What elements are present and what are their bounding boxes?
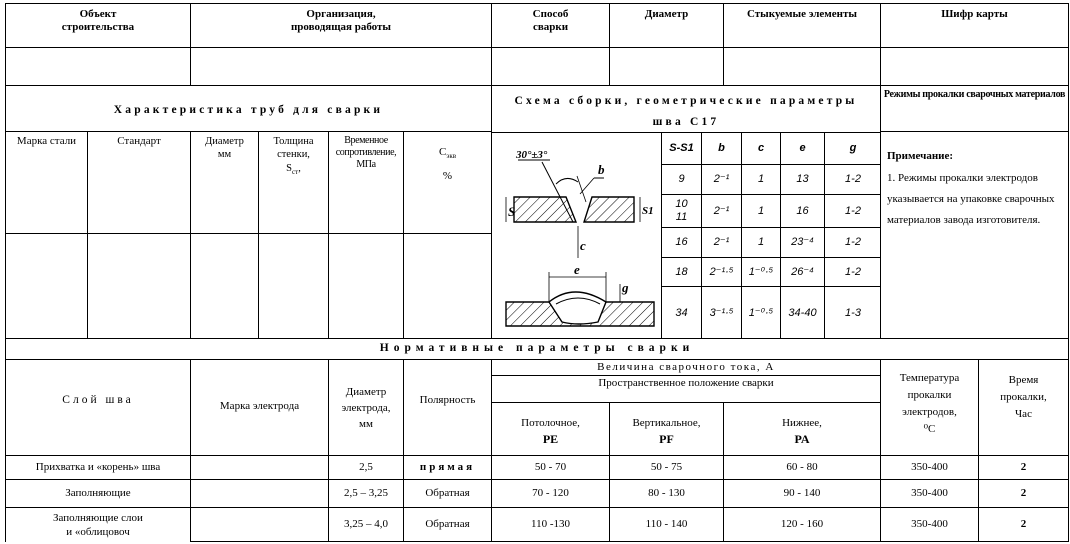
col-pipe-diameter: Диаметр мм [191, 132, 259, 234]
col-current: Величина сварочного тока, А [492, 360, 881, 376]
weld-cell-diam: 2,5 [329, 456, 404, 480]
param-cell-b: 2⁻¹ [701, 228, 741, 258]
param-cell-e: 16 [780, 195, 824, 228]
param-cell-b: 3⁻¹·⁵ [701, 287, 741, 339]
pipe-char-title: Характеристика труб для сварки [6, 86, 492, 132]
thickness-symbol: S [286, 163, 293, 174]
strength-field[interactable] [329, 234, 404, 339]
param-cell-e: 13 [780, 165, 824, 195]
col-steel-grade: Марка стали [6, 132, 88, 234]
weld-cell-pa: 60 - 80 [724, 456, 881, 480]
ceq-field[interactable] [404, 234, 492, 339]
weld-cell-temp: 350-400 [881, 508, 979, 542]
weld-cell-layer: Прихватка и «корень» шва [6, 456, 191, 480]
param-header-c: c [741, 133, 780, 165]
weld-cell-pf: 50 - 75 [610, 456, 724, 480]
weld-cell-pa: 120 - 160 [724, 508, 881, 542]
weld-cell-layer: Заполняющие слои и «облицовоч [6, 508, 191, 542]
col-electrode-diameter: Диаметр электрода, мм [329, 360, 404, 456]
col-polarity: Полярность [404, 360, 492, 456]
col-flat: Нижнее, PA [724, 403, 881, 456]
param-cell-g: 1-3 [824, 287, 881, 339]
weld-cell-pe: 50 - 70 [492, 456, 610, 480]
weld-cell-time: 2 [979, 480, 1068, 508]
weld-cell-polarity: прямая [404, 456, 492, 480]
param-cell-e: 26⁻⁴ [780, 258, 824, 287]
col-electrode: Марка электрода [191, 360, 329, 456]
param-cell-c: 1 [741, 165, 780, 195]
param-header-e: e [780, 133, 824, 165]
param-cell-c: 1 [741, 228, 780, 258]
weld-cell-polarity: Обратная [404, 508, 492, 542]
param-cell-e: 23⁻⁴ [780, 228, 824, 258]
c-label: c [580, 238, 586, 253]
thickness-subscript: ст [292, 168, 299, 177]
weld-cell-pf: 80 - 130 [610, 480, 724, 508]
param-cell-c: 1 [741, 195, 780, 228]
method-field[interactable] [492, 48, 610, 86]
param-cell-g: 1-2 [824, 228, 881, 258]
ceq-unit: % [442, 170, 453, 182]
vertical-code: PF [659, 432, 674, 446]
param-cell-g: 1-2 [824, 258, 881, 287]
weld-cell-polarity: Обратная [404, 480, 492, 508]
steel-grade-field[interactable] [6, 234, 88, 339]
col-overhead: Потолочное, PE [492, 403, 610, 456]
col-standard: Стандарт [88, 132, 191, 234]
param-cell-s-s1: 18 [661, 258, 701, 287]
col-layer: Слой шва [6, 360, 191, 456]
param-cell-s-s1: 34 [661, 287, 701, 339]
ceq-subscript: экв [446, 152, 457, 161]
weld-cell-time: 2 [979, 456, 1068, 480]
organization-field[interactable] [191, 48, 492, 86]
weld-cell-temp: 350-400 [881, 456, 979, 480]
flat-code: PA [794, 432, 810, 446]
b-label: b [598, 162, 605, 177]
s-label: S [508, 204, 516, 219]
standard-field[interactable] [88, 234, 191, 339]
params-table [661, 133, 881, 339]
weld-cell-diam: 2,5 – 3,25 [329, 480, 404, 508]
param-header-b: b [701, 133, 741, 165]
drying-title: Режимы прокалки сварочных материалов [881, 86, 1068, 132]
param-cell-c: 1⁻⁰·⁵ [741, 287, 780, 339]
param-cell-e: 34-40 [780, 287, 824, 339]
scheme-area [492, 132, 881, 339]
diameter-field[interactable] [610, 48, 724, 86]
param-cell-b: 2⁻¹ [701, 165, 741, 195]
elements-field[interactable] [724, 48, 881, 86]
scheme-title: Схема сборки, геометрические параметры шва С17 [492, 86, 881, 132]
drying-note [881, 132, 1068, 339]
ceq-symbol: С [438, 146, 447, 158]
pipe-diameter-field[interactable] [191, 234, 259, 339]
g-label: g [622, 280, 629, 295]
col-ceq [404, 132, 492, 234]
overhead-code: PE [542, 432, 559, 446]
weld-joint-diagram [494, 134, 664, 339]
param-cell-b: 2⁻¹·⁵ [701, 258, 741, 287]
weld-cell-pe: 110 -130 [492, 508, 610, 542]
e-label: e [574, 262, 580, 277]
param-cell-c: 1⁻⁰·⁵ [741, 258, 780, 287]
param-header-g: g [824, 133, 881, 165]
col-position: Пространственное положение сварки [492, 376, 881, 403]
card-code-field[interactable] [881, 48, 1068, 86]
header-method: Способ сварки [492, 4, 610, 48]
weld-cell-pf: 110 - 140 [610, 508, 724, 542]
param-cell-g: 1-2 [824, 165, 881, 195]
param-cell-g: 1-2 [824, 195, 881, 228]
col-time: Время прокалки, Час [979, 360, 1068, 456]
weld-cell-pe: 70 - 120 [492, 480, 610, 508]
header-organization: Организация, проводящая работы [191, 4, 492, 48]
header-object: Объект строительства [6, 4, 191, 48]
norm-title: Нормативные параметры сварки [6, 339, 1068, 360]
param-header-s-s1: S-S1 [661, 133, 701, 165]
param-cell-s-s1: 16 [661, 228, 701, 258]
col-vertical: Вертикальное, PF [610, 403, 724, 456]
col-temperature: Температура прокалки электродов, ⁰С [881, 360, 979, 456]
weld-cell-layer: Заполняющие [6, 480, 191, 508]
header-card-code: Шифр карты [881, 4, 1068, 48]
header-diameter: Диаметр [610, 4, 724, 48]
weld-cell-electrode [191, 508, 329, 542]
angle-label: 30°±3° [516, 149, 548, 161]
param-cell-s-s1: 9 [661, 165, 701, 195]
param-cell-b: 2⁻¹ [701, 195, 741, 228]
header-elements: Стыкуемые элементы [724, 4, 881, 48]
wall-thickness-field[interactable] [259, 234, 329, 339]
welding-card [5, 3, 1069, 542]
col-wall-thickness: Толщина стенки, $S_{ст}$, [259, 132, 329, 234]
note-text: 1. Режимы прокалки электродов указывается на упаковке сварочных материалов завода изготовителя. [887, 172, 1055, 226]
param-cell-s-s1: 10 11 [661, 195, 701, 228]
note-title: Примечание: [887, 150, 954, 162]
weld-cell-pa: 90 - 140 [724, 480, 881, 508]
weld-cell-electrode [191, 456, 329, 480]
weld-cell-temp: 350-400 [881, 480, 979, 508]
weld-cell-electrode [191, 480, 329, 508]
weld-cell-diam: 3,25 – 4,0 [329, 508, 404, 542]
s1-label: S1 [642, 205, 654, 217]
object-field[interactable] [6, 48, 191, 86]
weld-cell-time: 2 [979, 508, 1068, 542]
col-strength: Временное сопротивление, МПа [329, 132, 404, 234]
